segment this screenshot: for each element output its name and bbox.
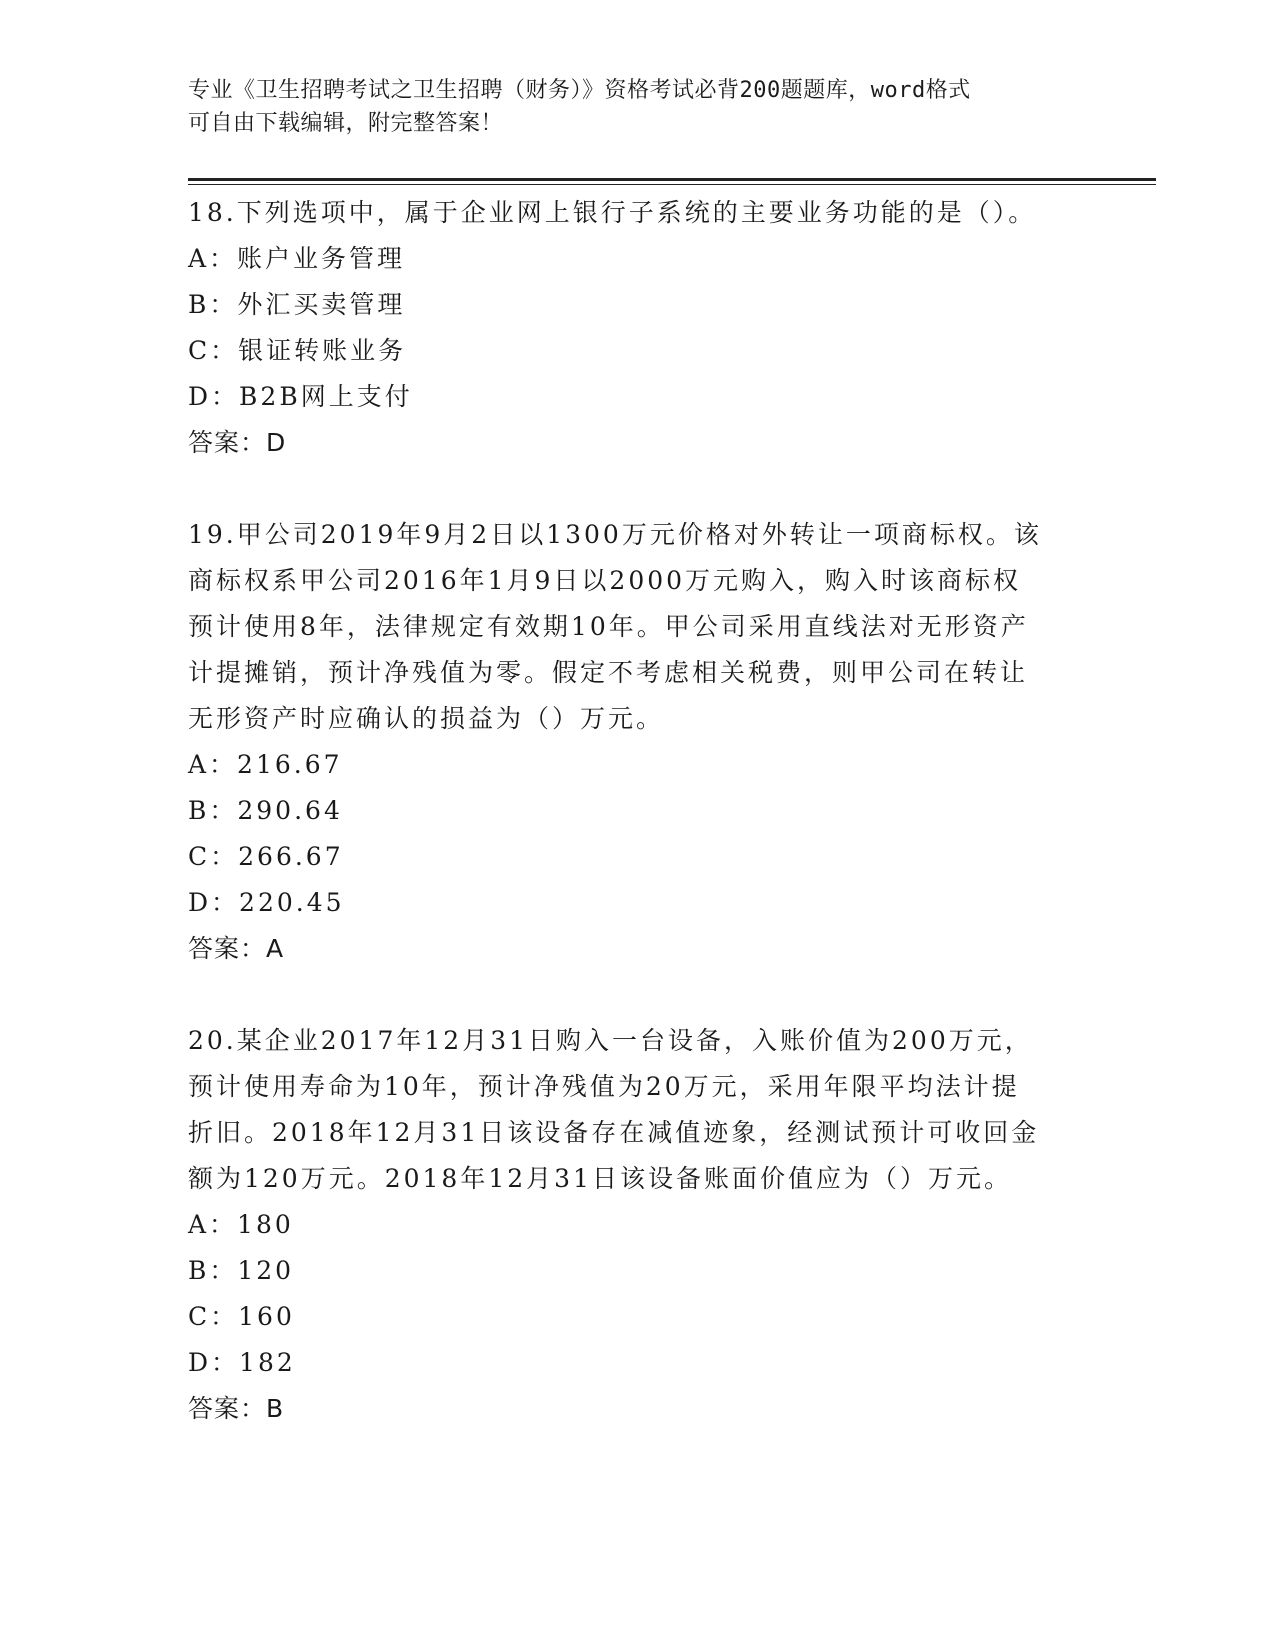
question-stem: 18.下列选项中，属于企业网上银行子系统的主要业务功能的是（）。 [188,198,1037,227]
option-a: A：216.67 [188,750,343,779]
question-stem-line: 计提摊销，预计净残值为零。假定不考虑相关税费，则甲公司在转让 [188,658,1029,687]
question-stem-line: 商标权系甲公司2016年1月9日以2000万元购入，购入时该商标权 [188,566,1022,595]
spacer [188,972,1068,1018]
question-stem-line: 19.甲公司2019年9月2日以1300万元价格对外转让一项商标权。该 [188,520,1042,549]
option-c: C：160 [188,1302,295,1331]
option-a: A：账户业务管理 [188,244,406,273]
header-divider-thin [188,184,1156,185]
option-c: C：银证转账业务 [188,336,407,365]
option-d: D：B2B网上支付 [188,382,413,411]
option-b: B：外汇买卖管理 [188,290,406,319]
answer: 答案：D [188,428,287,457]
option-d: D：220.45 [188,888,345,917]
header-line-1: 专业《卫生招聘考试之卫生招聘（财务）》资格考试必背200题题库，word格式 [188,78,971,103]
option-a: A：180 [188,1210,294,1239]
header-divider-thick [188,178,1156,181]
option-b: B：290.64 [188,796,343,825]
document-header [188,74,1068,140]
answer: 答案：B [188,1394,285,1423]
question-stem-line: 折旧。2018年12月31日该设备存在减值迹象，经测试预计可收回金 [188,1118,1040,1147]
option-b: B：120 [188,1256,295,1285]
answer: 答案：A [188,934,285,963]
spacer [188,466,1068,512]
option-d: D：182 [188,1348,296,1377]
question-stem-line: 无形资产时应确认的损益为（）万元。 [188,704,665,733]
question-20 [188,1018,1068,1432]
question-stem-line: 预计使用寿命为10年，预计净残值为20万元，采用年限平均法计提 [188,1072,1020,1101]
question-list [188,190,1068,1432]
question-18 [188,190,1068,466]
header-line-2: 可自由下载编辑，附完整答案！ [188,111,504,136]
question-stem-line: 20.某企业2017年12月31日购入一台设备，入账价值为200万元， [188,1026,1033,1055]
option-c: C：266.67 [188,842,344,871]
question-stem-line: 预计使用8年，法律规定有效期10年。甲公司采用直线法对无形资产 [188,612,1029,641]
question-19 [188,512,1068,972]
question-stem-line: 额为120万元。2018年12月31日该设备账面价值应为（）万元。 [188,1164,1012,1193]
